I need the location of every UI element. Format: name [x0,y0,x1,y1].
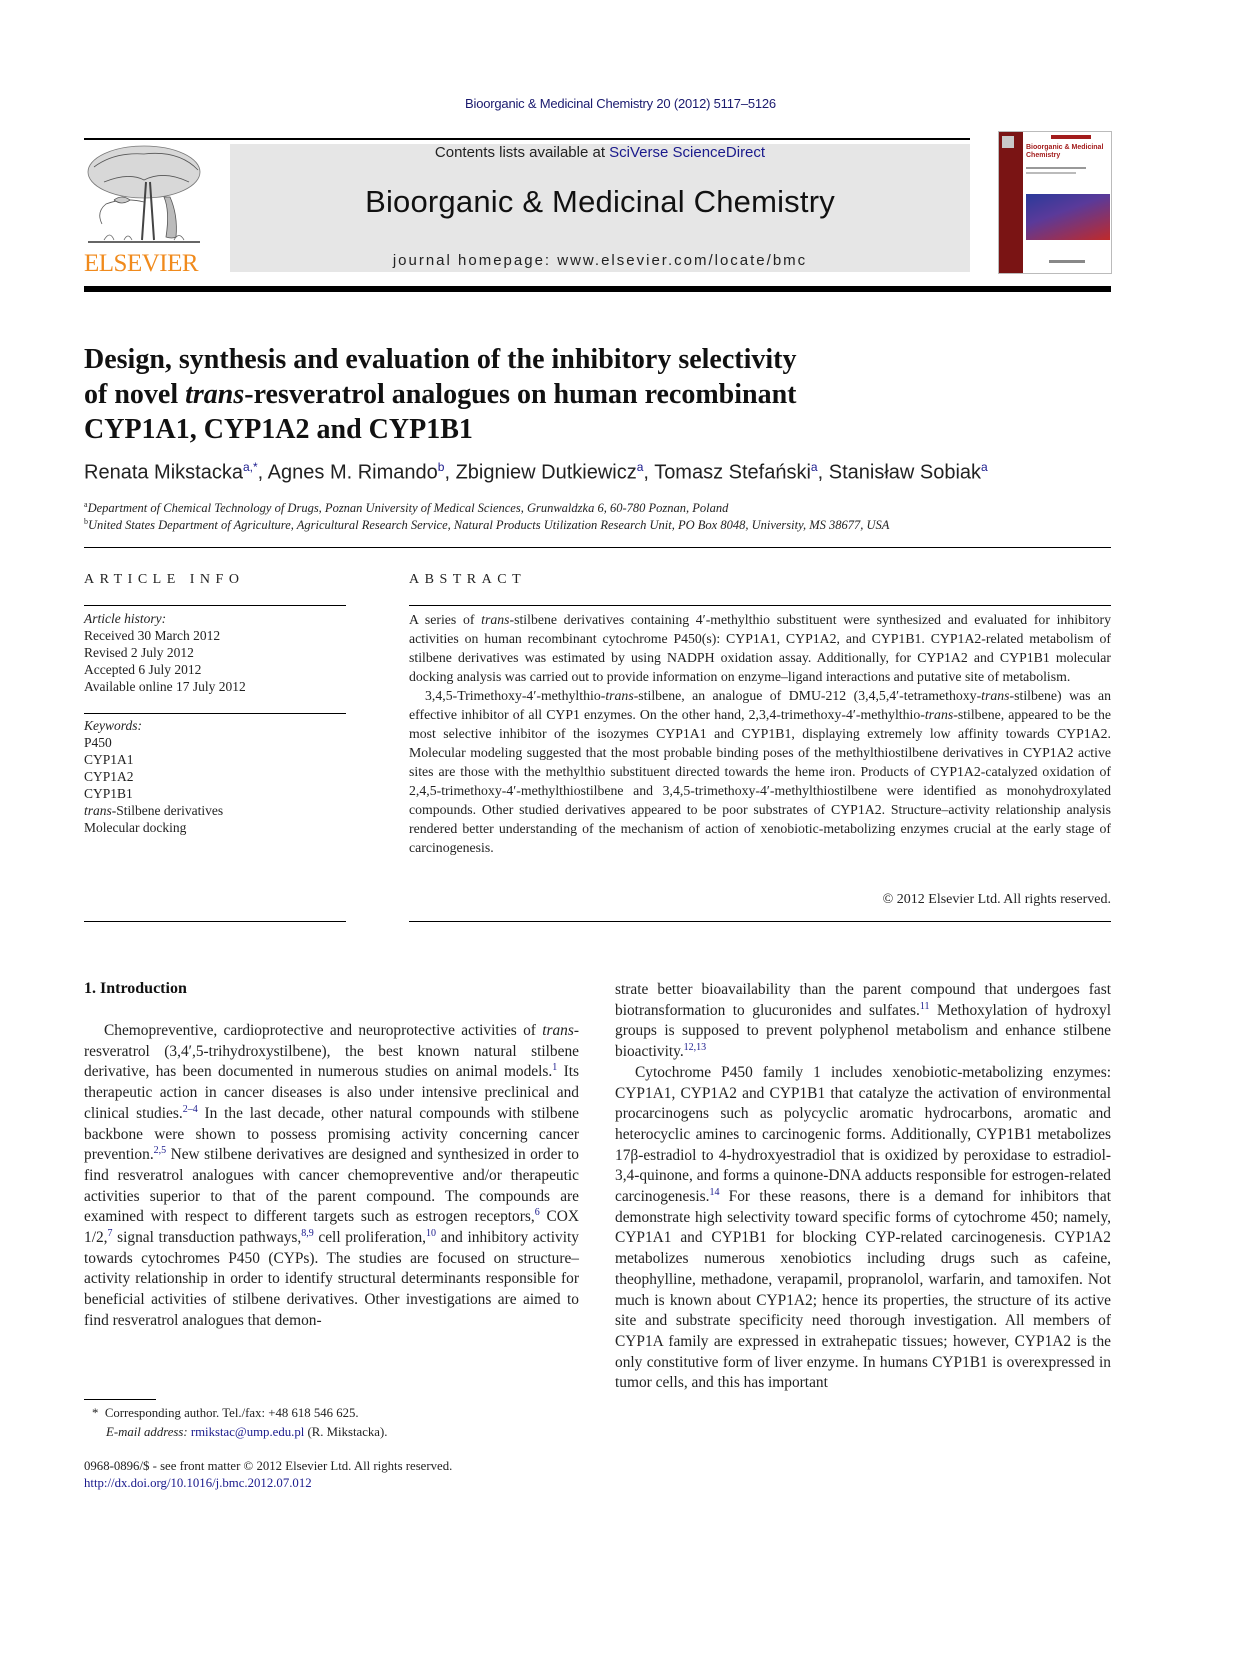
body-column-left [84,1021,579,1332]
history-label: Article history: [84,611,167,626]
reference-link[interactable]: 14 [709,1186,720,1198]
cover-bar [1051,135,1091,139]
reference-link[interactable]: 8,9 [301,1227,314,1239]
divider [84,921,346,922]
keyword: CYP1A2 [84,769,134,784]
history-item: Available online 17 July 2012 [84,679,246,694]
affiliation-a [84,500,1124,516]
intro-paragraph-1 [84,1021,579,1332]
body-text: signal transduction pathways, [112,1229,302,1247]
cover-spine [999,132,1023,273]
keywords [84,717,346,836]
page-footer [84,1458,584,1492]
body-text: strate better bioavailability than the parent compound that undergoes fast biotransformation to glucuronides and sulfates. [615,981,1111,1019]
author-list: Renata Mikstacka$^{a,*}$, Agnes M. Rimando$^b$, Zbigniew Dutkiewicz$^a$, Tomasz Stefański$^a$, Stanisław Sobiak$^a$ [84,460,988,484]
title-text: -resveratrol analogues on human recombinant [244,379,797,410]
header-thick-rule [84,286,1111,292]
body-text: In the last decade, other natural compounds with stilbene backbone were shown to possess promising activity concerning cancer prevention. [84,1104,579,1164]
tree-icon [84,142,204,250]
email-suffix: (R. Mikstacka). [307,1425,388,1439]
history-item: Received 30 March 2012 [84,628,221,643]
affiliation-text: Department of Chemical Technology of Drugs, Poznan University of Medical Sciences, Grunwaldzka 6, 60-780 Poznan, Poland [87,501,729,516]
body-text: For these reasons, there is a demand for inhibitors that demonstrate high selectivity toward specific forms of cytochrome 450; namely, CYP1A1 and CYP1B1 for blocking CYP-related carcinogenesis. CYP1A2 metabolizes numerous xenobiotics including drugs such as cafeine, theophylline, methadone, verapamil, propranolol, warfarin, and tamoxifen. Not much is known about CYP1A2; hence its properties, the structure of its active site and substrate specificity need thorough investigation. All members of CYP1A family are expressed in extrahepatic tissues; however, CYP1A2 is the only constitutive form of liver enzyme. In humans CYP1B1 is overexpressed in tumor cells, and this has important [615,1188,1111,1392]
body-text: New stilbene derivatives are designed and synthesized in order to find resveratrol analogues with cancer chemopreventive and/or therapeutic activities superior to that of the parent compound. The compounds are examined with respect to different targets such as estrogen receptors, [84,1146,579,1226]
title-text: of novel [84,379,186,410]
contents-line [230,144,970,161]
keywords-label: Keywords: [84,718,142,733]
elsevier-wordmark: ELSEVIER [84,250,199,277]
title-line-2 [84,377,984,412]
cover-text-line [1026,172,1076,174]
reference-link[interactable]: 1 [552,1062,558,1074]
history-item: Accepted 6 July 2012 [84,662,202,677]
body-text: and inhibitory activity towards cytochromes P450 (CYPs). The studies are focused on structure–activity relationship in order to identify structural determinants responsible for beneficial activities of stilbene derivatives. Other investigations are aimed to find resveratrol analogues that demon- [84,1229,579,1329]
divider [84,605,346,606]
body-text: COX 1/2, [84,1208,580,1247]
article-title [84,342,984,447]
author-affiliation-mark[interactable]: a [636,460,644,474]
affiliation-text: United States Department of Agriculture, Agricultural Research Service, Natural Products Utilization Research Unit, PO Box 8048, University, MS 38677, USA [88,518,890,533]
keyword: trans-Stilbene derivatives [84,803,224,818]
intro-paragraph-2 [615,1063,1111,1394]
doi-link[interactable]: http://dx.doi.org/10.1016/j.bmc.2012.07.012 [84,1476,312,1490]
author-affiliation-mark[interactable]: a,* [242,460,258,474]
author: Stanisław Sobiak [828,461,982,484]
section-heading-introduction: 1. Introduction [84,980,187,997]
body-column-right [615,980,1111,1394]
body-text: Chemopreventive, cardioprotective and neuroprotective activities of [104,1022,543,1039]
abstract-paragraph-2: 3,4,5-Trimethoxy-4′-methylthio-trans-stilbene, an analogue of DMU-212 (3,4,5,4′-tetramethoxy-trans-stilbene) was an effective inhibitor of all CYP1 enzymes. On the other hand, 2,3,4-trimethoxy-4′-methylthio-trans-stilbene, appeared to be the most selective inhibitor of the isozymes CYP1A1 and CYP1B1, displaying extremely low affinity towards CYP1A2. Molecular modeling suggested that the most probable binding poses of the methylthiostilbene derivatives in CYP1A2 active sites are those with the methylthio substituent directed towards the heme iron. Products of CYP1A2-catalyzed oxidation of 2,4,5-trimethoxy-4′-methylthiostilbene and 3,4,5-trimethoxy-4′-methylthiostilbene were identified as monohydroxylated compounds. Other studied derivatives appeared to be poor substrates of CYP1A2. Structure–activity relationship analysis rendered better understanding of the mechanism of action of xenobiotic-metabolizing enzymes crucial at the early stage of carcinogenesis. [409,688,1111,855]
keyword: CYP1A1 [84,752,134,767]
cover-text-line [1026,167,1086,169]
issn-line: 0968-0896/$ - see front matter © 2012 Elsevier Ltd. All rights reserved. [84,1459,453,1473]
author: Zbigniew Dutkiewicz [455,461,637,484]
affiliation-b [84,517,1124,533]
author: Tomasz Stefański [654,461,811,484]
corresponding-author-note [84,1404,584,1423]
journal-title: Bioorganic & Medicinal Chemistry [365,184,835,219]
divider [84,547,1111,548]
title-line-1: Design, synthesis and evaluation of the inhibitory selectivity [84,344,797,375]
abstract-paragraph-1: A series of trans-stilbene derivatives containing 4′-methylthio substituent were synthesized and evaluated for inhibitory activities on human recombinant cytochrome P450(s): CYP1A1, CYP1A2, and CYP1B1. CYP1A2-related metabolism of stilbene derivatives was estimated by using NADPH oxidation assay. Additionally, for CYP1A2 and CYP1B1 molecular docking analysis was carried out to provide information on enzyme–ligand interactions and putative site of metabolism. [409,612,1111,684]
email-note [84,1423,584,1442]
abstract-copyright: © 2012 Elsevier Ltd. All rights reserved. [882,892,1111,907]
divider [84,713,346,714]
abstract-heading: ABSTRACT [409,572,527,587]
footnote [84,1404,584,1442]
intro-paragraph-1-continued [615,980,1111,1063]
title-line-3: CYP1A1, CYP1A2 and CYP1B1 [84,414,473,445]
email-label: E-mail address: [106,1425,188,1439]
reference-link[interactable]: 6 [534,1207,540,1219]
history-item: Revised 2 July 2012 [84,645,194,660]
article-history [84,610,346,695]
email-link[interactable]: rmikstac@ump.edu.pl [190,1425,305,1439]
cover-logo-icon [1002,136,1014,148]
author-affiliation-mark[interactable]: a [981,460,988,474]
author: Renata Mikstacka [84,461,243,484]
cover-title: Bioorganic & Medicinal Chemistry [1026,144,1104,159]
reference-link[interactable]: 7 [107,1227,113,1239]
journal-homepage-link[interactable]: journal homepage: www.elsevier.com/locate/bmc [392,252,808,269]
sciencedirect-link[interactable]: SciVerse ScienceDirect [609,144,766,161]
author: Agnes M. Rimando [267,461,438,484]
keyword: P450 [84,735,112,750]
journal-citation[interactable]: Bioorganic & Medicinal Chemistry 20 (2012) 5117–5126 [465,96,776,111]
affiliation-mark: a [84,500,88,509]
italic-text: trans [542,1022,574,1039]
footnote-mark: * [92,1406,99,1420]
abstract-body [409,610,1111,857]
reference-link[interactable]: 10 [426,1227,437,1239]
footnote-rule [84,1399,156,1400]
reference-link[interactable]: 2–4 [182,1103,198,1115]
cover-text-line [1049,260,1085,263]
body-text: cell proliferation, [313,1229,427,1247]
keyword: CYP1B1 [84,786,133,801]
body-text: Cytochrome P450 family 1 includes xenobiotic-metabolizing enzymes: CYP1A1, CYP1A2 and CYP1B1 that catalyze the activation of environmental procarcinogens such as polycyclic aromatic hydrocarbons, aromatic and heterocyclic amines to carcinogenic forms. Additionally, CYP1B1 metabolizes 17β-estradiol to 4-hydroxyestradiol that is oxidized by peroxidase to estradiol-3,4-quinone, and forms a quinone-DNA adducts responsible for estrogen-related carcinogenesis. [615,1063,1111,1206]
keyword: Molecular docking [84,820,187,835]
corresponding-text: Corresponding author. Tel./fax: +48 618 546 625. [104,1406,359,1420]
reference-link[interactable]: 11 [919,1000,930,1012]
reference-link[interactable]: 12,13 [683,1041,707,1053]
divider [409,605,1111,606]
body-text: Its therapeutic action in cancer diseases is also under intensive preclinical and clinical studies. [84,1063,579,1122]
reference-link[interactable]: 2,5 [153,1145,167,1157]
body-text: -resveratrol (3,4′,5-trihydroxystilbene), the best known natural stilbene derivative, has been documented in numerous studies on animal models. [84,1022,579,1081]
journal-cover-thumbnail[interactable] [998,131,1112,274]
author-affiliation-mark[interactable]: a [810,460,818,474]
title-italic: trans [185,379,245,410]
article-info-heading: ARTICLE INFO [84,572,245,587]
affiliation-mark: b [84,517,88,526]
cover-image [1026,194,1110,240]
header-rule [84,138,970,140]
author-affiliation-mark[interactable]: b [437,460,445,474]
contents-prefix: Contents lists available at [434,144,610,161]
body-text: Methoxylation of hydroxyl groups is supposed to prevent polyphenol metabolism and enhance stilbene bioactivity. [615,1001,1111,1061]
divider [409,921,1111,922]
